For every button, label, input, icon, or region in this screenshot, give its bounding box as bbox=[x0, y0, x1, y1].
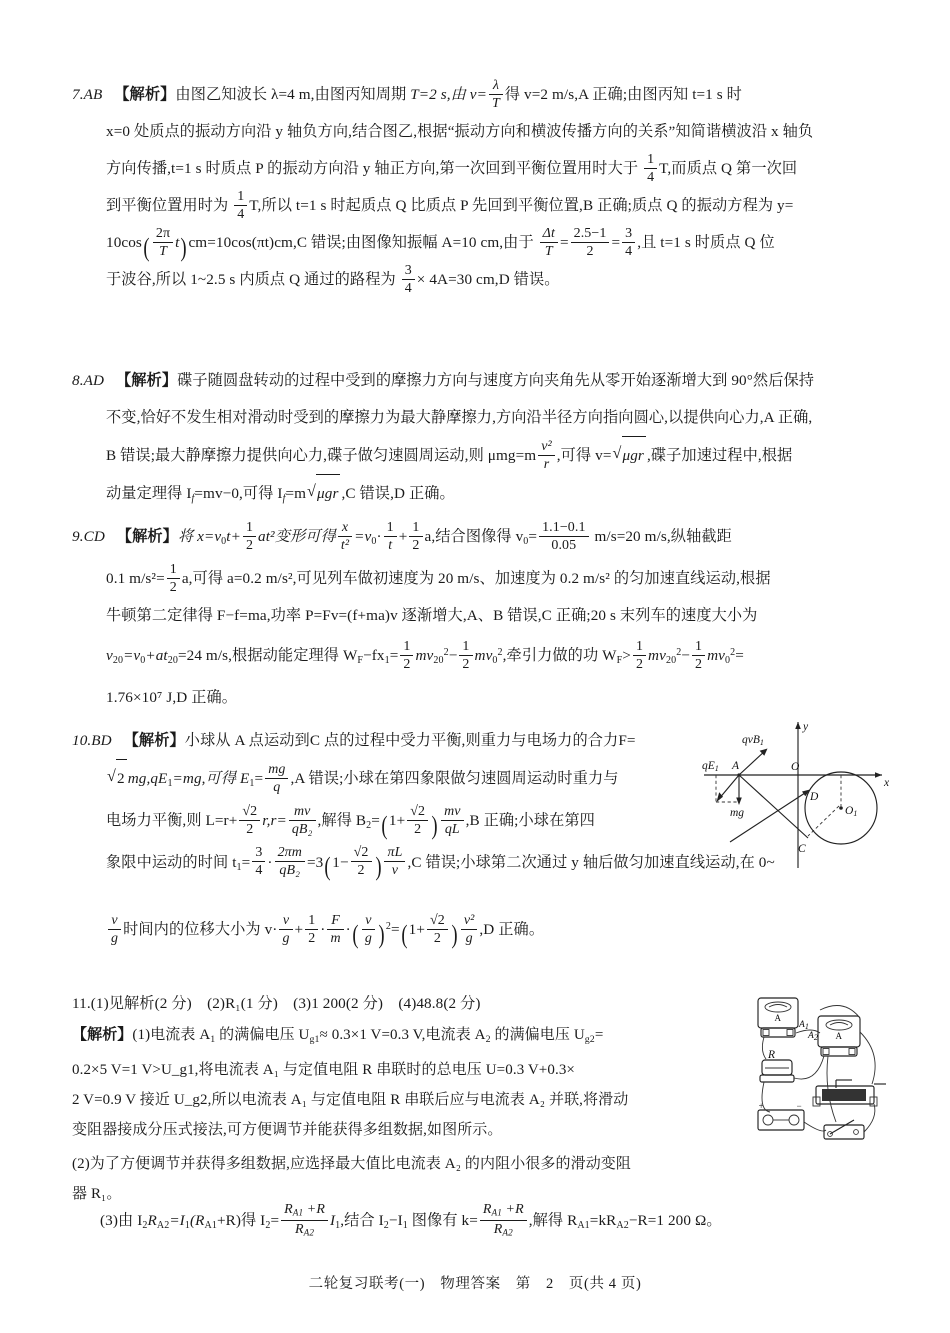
x-axis-arrow bbox=[875, 772, 882, 778]
q8-text-2: 不变,恰好不发生相对滑动时受到的摩擦力为最大静摩擦力,方向沿半径方向指向圆心,以提供向心力,A 正确, bbox=[106, 409, 813, 426]
solution-item-8 bbox=[72, 362, 892, 517]
q7-line-2 bbox=[72, 113, 892, 150]
ammeter-A2-label: $A_2$ bbox=[808, 1031, 818, 1042]
q8-fraction-v2-r: $\frac{\text{v²}}{r}$ bbox=[538, 439, 555, 472]
q11-line-7: (3)由 $I_2R_{A2}=I_1(R_{A1}+R)$得 $I_2=$ $\frac{R_{A1} +R}{R_{A2}}$ $I_1$,结合 $I_2-I_1$ 图像有 k= $\frac{R_{A1} +R}{R_{A2}}$ ,解得 $R_{A1}=kR_{A2}-R=1$ 200 Ω。 bbox=[100, 1202, 722, 1238]
q7-text-6a: 于波谷,所以 1~2.5 s 内质点 Q 通过的路程为 bbox=[106, 271, 400, 288]
q10-text-5b: 时间内的位移大小为 v· bbox=[123, 921, 278, 939]
q10-text-5e: · bbox=[345, 921, 351, 939]
right-paren-icon: ) bbox=[431, 809, 438, 840]
q9-text-4n: mv bbox=[707, 647, 725, 664]
y-axis-label: y bbox=[803, 721, 809, 733]
q11-line-2 bbox=[72, 1055, 762, 1085]
q7-fraction-3-4-a: $\frac{3}{4}$ bbox=[622, 226, 635, 259]
q9-line-4: $v_{20}=v_0+at_{20}=24$ m/s,根据动能定理得 $W_F-fx_1=$ $\frac{1}{2}$ $mv_{20}^2-$ $\frac{1}{2}$ $mv_0^2$,牵引力做的功 $W_F>$ $\frac{1}{2}$ $mv_{20}^2-$ $\frac{1}{2}$ $mv_0^2=$ bbox=[106, 638, 744, 672]
q10-line-4: 象限中运动的时间 $t_1=$ $\frac{3}{4}$ · $\frac{2\pi m}{\text{qB₂}}$ =3(1− $\frac{√2}{2}$ ) $\frac{\pi L}{v}$ ,C 错误;小球第二次通过 y 轴后做匀加速直线运动,在 0~ bbox=[106, 845, 775, 882]
qvB1-vector bbox=[739, 750, 766, 775]
switch bbox=[824, 1120, 864, 1139]
q9-text-1c: at²变形可得 bbox=[258, 528, 336, 545]
q9-line-2 bbox=[72, 560, 897, 597]
q10-field-diagram bbox=[686, 718, 892, 876]
left-paren-icon: ( bbox=[381, 809, 388, 840]
q7-fraction-lambda-T: $\frac{\lambda}{T}$ bbox=[489, 78, 503, 111]
q7-fraction-2pi-T: $\frac{2\pi}{T}$ bbox=[153, 226, 173, 259]
right-paren-icon: ) bbox=[451, 918, 458, 949]
q9-text-5: 1.76×10⁷ J,D 正确。 bbox=[106, 688, 238, 706]
x-axis-label: x bbox=[884, 777, 890, 789]
q7-text-3a: 方向传播,t=1 s 时质点 P 的振动方向沿 y 轴正方向,第一次回到平衡位置用时大于 bbox=[106, 160, 643, 177]
right-paren-icon: ) bbox=[180, 231, 188, 262]
q11-answer-line bbox=[72, 985, 772, 1022]
q10-fraction-mv-qL: $\frac{mv}{qL}$ bbox=[441, 804, 464, 837]
q7-fraction-25-1-2: $\frac{2.5-1}{2}$ bbox=[571, 226, 610, 259]
q10-fraction-v-g-a: $\frac{v}{g}$ bbox=[108, 913, 121, 946]
q9-text-4f: = bbox=[389, 647, 399, 664]
q11-text-1b: 的满偏电压 U bbox=[215, 1027, 310, 1043]
resistor-R bbox=[760, 1060, 794, 1082]
q9-fraction-x-t2: $\frac{x}{\text{t²}}$ bbox=[338, 520, 352, 553]
q9-text-2a: 0.1 m/s²= bbox=[106, 569, 165, 587]
q8-sub-f-1: f bbox=[191, 492, 195, 504]
q10-line-2: √ 2 $mg,qE_1=mg$,可得 $E_1=$ $\frac{mg}{q}$ ,A 错误;小球在第四象限做匀速圆周运动时重力与 bbox=[72, 759, 692, 802]
q11-part3 bbox=[100, 1202, 900, 1244]
q11-text-7j: 图像有 k= bbox=[407, 1212, 478, 1229]
q11-analysis bbox=[72, 1020, 765, 1209]
qE1-arrowhead bbox=[717, 792, 724, 802]
q10-text-2b: =mg,可得 E bbox=[172, 770, 250, 787]
q9-text-4e: −fx bbox=[363, 647, 385, 664]
q10-fraction-3-4: $\frac{3}{4}$ bbox=[252, 845, 265, 878]
q10-fraction-2pim-qB2: $\frac{2\pi m}{\text{qB₂}}$ bbox=[275, 845, 305, 878]
q9-fraction-1-t: $\frac{1}{t}$ bbox=[384, 520, 397, 553]
q11-answers: 11.(1)见解析(2 分) (2)R₁(1 分) (3)1 200(2 分) (4)48.8(2 分) bbox=[72, 995, 481, 1012]
q10-text-3b: r,r= bbox=[262, 811, 287, 829]
q10-text-3e: 1+ bbox=[388, 811, 406, 829]
right-paren-icon: ) bbox=[378, 918, 385, 949]
q9-text-4o: = bbox=[735, 647, 744, 664]
q11-text-7e: +R)得 I bbox=[216, 1212, 266, 1229]
q7-text-5e: = bbox=[611, 234, 621, 251]
q8-text-1: 碟子随圆盘转动的过程中受到的摩擦力方向与速度方向夹角先从零开始逐渐增大到 90°然后保持 bbox=[177, 372, 815, 389]
q10-fraction-piL-v: $\frac{\pi L}{v}$ bbox=[384, 845, 405, 878]
q9-line-5 bbox=[72, 679, 897, 716]
q9-text-4m: − bbox=[681, 647, 690, 664]
q7-text-1a: 由图乙知波长 λ=4 m,由图丙知周期 bbox=[175, 86, 411, 103]
q10-text-3f: ,B 正确;小球在第四 bbox=[465, 811, 595, 829]
q10-line-5 bbox=[72, 908, 897, 948]
q10-fraction-v-g-b: $\frac{v}{g}$ bbox=[279, 913, 292, 946]
left-paren-icon: ( bbox=[352, 918, 359, 949]
q10-sqrt-2: √ 2 bbox=[107, 759, 127, 797]
q10-fraction-v2-g: $\frac{\text{v²}}{g}$ bbox=[461, 913, 478, 946]
left-paren-icon: ( bbox=[401, 918, 408, 949]
q7-fraction-dt-T: $\frac{\Delta t}{T}$ bbox=[540, 226, 558, 259]
q10-text-5h: ,D 正确。 bbox=[479, 921, 545, 939]
wire-battery-to-switch bbox=[804, 1122, 826, 1131]
q10-text-5c: + bbox=[294, 921, 304, 939]
q7-line-1 bbox=[72, 76, 892, 113]
q10-text-4f: ,C 错误;小球第二次通过 y 轴后做匀加速直线运动,在 0~ bbox=[407, 853, 775, 871]
q9-text-2b: a,可得 a=0.2 m/s²,可见列车做初速度为 20 m/s、加速度为 0.2 m/s² 的匀加速直线运动,根据 bbox=[181, 569, 771, 587]
q9-line-1: 9.CD 【解析】将 $x=v_0t+$ $\frac{1}{2}$ at²变形可得 $\frac{x}{\text{t²}}$ $=v_0\cdot$ $\frac{1}{t}$ + $\frac{1}{2}$ a,结合图像得 $v_0=$ $\frac{1.1-0.1}{0.05}$ m/s=20 m/s,纵轴截距 bbox=[72, 519, 732, 553]
q11-text-1d: 的满偏电压 U bbox=[490, 1027, 585, 1043]
q9-text-4c: +at bbox=[145, 647, 168, 664]
wire-R-to-A2 bbox=[794, 1056, 824, 1079]
q9-text-1h: = bbox=[528, 528, 538, 545]
q11-text-3: 2 V=0.9 V 接近 U_g2,所以电流表 A₁ 与定值电阻 R 串联后应与电流表 A₂ 并联,将滑动 bbox=[72, 1091, 629, 1108]
q9-text-3: 牛顿第二定律得 F−f=ma,功率 P=Fv=(f+ma)v 逐渐增大,A、B 错误,C 正确;20 s 末列车的速度大小为 bbox=[106, 606, 758, 624]
point-O-label: O bbox=[791, 761, 800, 773]
q10-text-5d: · bbox=[320, 921, 326, 939]
left-paren-icon: ( bbox=[324, 851, 331, 882]
q10-fraction-sqrt2-2-a: $\frac{√2}{2}$ bbox=[239, 804, 260, 837]
q7-text-5d: = bbox=[559, 234, 569, 251]
q8-text-4b: =mv−0,可得 I bbox=[194, 485, 283, 502]
q11-text-2: 0.2×5 V=1 V>U_g1,将电流表 A₁ 与定值电阻 R 串联时的总电压 U=0.3 V+0.3× bbox=[72, 1061, 575, 1078]
qvB1-label: qvB1 bbox=[742, 734, 764, 747]
q11-text-7m: −R=1 200 Ω。 bbox=[628, 1212, 722, 1229]
ammeter-A1 bbox=[758, 998, 798, 1037]
q11-text-7c: =I bbox=[169, 1212, 185, 1229]
q10-line-3: 电场力平衡,则 L=r+ $\frac{√2}{2}$ r,r= $\frac{mv}{\text{qB₂}}$ ,解得 $B_2=(1+$ $\frac{√2}{2}$ ) $\frac{mv}{qL}$ ,B 正确;小球在第四 bbox=[106, 803, 595, 840]
q7-text-2: x=0 处质点的振动方向沿 y 轴负方向,结合图乙,根据“振动方向和横波传播方向的关系”知简谐横波沿 x 轴负 bbox=[106, 123, 814, 140]
wire-A2-to-rheostat bbox=[860, 1032, 875, 1084]
q8-number: 8.AD bbox=[72, 372, 105, 389]
q7-analysis-tag: 【解析】 bbox=[114, 86, 176, 103]
q9-number: 9.CD bbox=[72, 528, 105, 545]
q10-text-3a: 电场力平衡,则 L=r+ bbox=[106, 811, 238, 829]
q10-text-5f-eq: = bbox=[390, 921, 400, 939]
q9-text-1i: m/s=20 m/s,纵轴截距 bbox=[590, 528, 732, 545]
q7-fraction-quarter-1: $\frac{1}{4}$ bbox=[644, 152, 657, 185]
q10-exp-2: 2 bbox=[385, 921, 391, 932]
q11-text-1a: (1)电流表 A bbox=[132, 1027, 211, 1043]
q9-text-4b: =v bbox=[123, 647, 141, 664]
q9-text-4h: − bbox=[448, 647, 458, 664]
q9-text-4d: =24 m/s,根据动能定理得 W bbox=[177, 647, 358, 664]
q10-fraction-F-m: $\frac{F}{m}$ bbox=[327, 913, 343, 946]
ammeter-A2 bbox=[818, 1016, 860, 1056]
q11-line-5 bbox=[72, 1145, 762, 1179]
q10-analysis-tag: 【解析】 bbox=[123, 732, 185, 749]
q11-text-7a: (3)由 I bbox=[100, 1212, 143, 1229]
q10-fraction-half: $\frac{1}{2}$ bbox=[305, 913, 318, 946]
q11-text-1e: = bbox=[594, 1027, 604, 1043]
q8-sub-f-2: f bbox=[282, 492, 286, 504]
q9-text-4a: v bbox=[106, 647, 113, 664]
q11-text-7g: I bbox=[329, 1212, 336, 1229]
q11-text-7f: = bbox=[270, 1212, 280, 1229]
q8-text-3a: B 错误;最大静摩擦力提供向心力,碟子做匀速圆周运动,则 μmg=m bbox=[106, 447, 537, 464]
q11-line-4 bbox=[72, 1115, 762, 1145]
q8-analysis-tag: 【解析】 bbox=[115, 372, 178, 389]
q7-line-6 bbox=[72, 261, 892, 298]
footer-text: 二轮复习联考(一) 物理答案 第 2 页(共 4 页) bbox=[308, 1276, 642, 1292]
q8-text-4d: ,C 错误,D 正确。 bbox=[341, 485, 455, 502]
q10-text-4e: 1− bbox=[332, 853, 349, 871]
svg-text:A: A bbox=[835, 1031, 842, 1041]
wire-A1-to-R bbox=[762, 1037, 766, 1059]
q8-sqrt-mugr-1: √ μgr bbox=[613, 436, 646, 474]
q7-text-4b: T,所以 t=1 s 时起质点 Q 比质点 P 先回到平衡位置,B 正确;质点 Q 的振动方程为 y= bbox=[249, 197, 794, 214]
q11-text-7b: R bbox=[147, 1212, 157, 1229]
battery-negative-label: − bbox=[796, 1101, 803, 1111]
ammeter-A1-label: $A_1$ bbox=[799, 1020, 809, 1031]
q9-text-4i: mv bbox=[474, 647, 493, 664]
q9-fraction-half-4: $\frac{1}{2}$ bbox=[400, 639, 413, 672]
q10-text-2a: mg,qE bbox=[127, 770, 168, 787]
q9-text-4k: > bbox=[622, 647, 631, 664]
q9-fraction-half-5: $\frac{1}{2}$ bbox=[459, 639, 472, 672]
q10-text-3c: ,解得 B bbox=[317, 811, 367, 829]
q7-text-1c: 得 v=2 m/s,A 正确;由图丙知 t=1 s 时 bbox=[504, 86, 742, 103]
battery bbox=[758, 1101, 804, 1130]
q7-text-5b: t bbox=[175, 234, 180, 251]
q11-text-4: 变阻器接成分压式接法,可方便调节并能获得多组数据,如图所示。 bbox=[72, 1121, 503, 1138]
qE1-label: qE1 bbox=[702, 760, 719, 773]
solution-item-9 bbox=[72, 518, 897, 716]
q9-text-4j: ,牵引力做的功 W bbox=[502, 647, 617, 664]
q10-text-3d: = bbox=[371, 811, 380, 829]
q9-fraction-half-3: $\frac{1}{2}$ bbox=[167, 562, 180, 595]
q9-fraction-half-1: $\frac{1}{2}$ bbox=[243, 520, 256, 553]
svg-text:A: A bbox=[774, 1013, 781, 1023]
q8-text-4a: 动量定理得 I bbox=[106, 485, 192, 502]
q11-fraction-RA1R-RA2-a: $\frac{R_{A1} +R}{R_{A2}}$ bbox=[281, 1202, 328, 1238]
q7-text-5c: cm=10cos(πt)cm,C 错误;由图像知振幅 A=10 cm,由于 bbox=[188, 234, 538, 251]
center-O1-label: O1 bbox=[845, 805, 858, 818]
q11-text-1c: ≈ 0.3×1 V=0.3 V,电流表 A bbox=[319, 1027, 486, 1043]
q8-line-4 bbox=[72, 474, 892, 517]
q7-line-4 bbox=[72, 187, 892, 224]
q9-fraction-half-6: $\frac{1}{2}$ bbox=[633, 639, 646, 672]
q10-text-4b: = bbox=[241, 853, 251, 871]
q11-text-6: 器 R₁。 bbox=[72, 1185, 122, 1202]
q7-text-1b: T=2 s,由 v= bbox=[410, 86, 487, 103]
q7-fraction-3-4-b: $\frac{3}{4}$ bbox=[402, 263, 415, 296]
q9-text-1d: =v bbox=[354, 528, 372, 545]
right-paren-icon: ) bbox=[374, 851, 382, 882]
wire-switch-to-rheostat bbox=[864, 1104, 875, 1132]
q9-line-3 bbox=[72, 597, 897, 634]
mg-arrowhead bbox=[736, 798, 742, 806]
q9-text-1e: · bbox=[376, 528, 382, 545]
q7-text-5a: 10cos bbox=[106, 234, 142, 251]
q10-line-1 bbox=[72, 722, 692, 759]
q9-fraction-half-7: $\frac{1}{2}$ bbox=[692, 639, 705, 672]
q11-text-7h: ,结合 I bbox=[340, 1212, 384, 1229]
q9-text-4g: mv bbox=[415, 647, 434, 664]
q11-analysis-tag: 【解析】 bbox=[72, 1027, 133, 1043]
q11-line-1: 【解析】(1)电流表 $A_1$ 的满偏电压 $U_{g1}\approx 0.3\times 1$ V=0.3 V,电流表 $A_2$ 的满偏电压 $U_{g2}=$ bbox=[72, 1027, 604, 1045]
solution-item-10-line5 bbox=[72, 908, 897, 948]
q10-text-4c: · bbox=[267, 853, 273, 871]
q7-fraction-quarter-2: $\frac{1}{4}$ bbox=[234, 189, 247, 222]
rheostat bbox=[813, 1080, 886, 1106]
q8-sqrt-mugr-2: √ μgr bbox=[307, 474, 340, 512]
q10-fraction-mv-qB2: $\frac{mv}{\text{qB₂}}$ bbox=[289, 804, 316, 837]
q8-text-3b: ,可得 v= bbox=[556, 447, 612, 464]
q7-text-6b: × 4A=30 cm,D 错误。 bbox=[416, 271, 560, 288]
q7-line-5 bbox=[72, 224, 892, 261]
O1-C-dash bbox=[808, 806, 839, 836]
center-O1-point bbox=[839, 806, 843, 810]
q9-text-1b: t+ bbox=[226, 528, 241, 545]
q11-text-7i: −I bbox=[388, 1212, 403, 1229]
q7-text-4a: 到平衡位置用时为 bbox=[106, 197, 233, 214]
q8-line-2 bbox=[72, 399, 892, 436]
q9-text-1a: 将 x=v bbox=[177, 528, 222, 545]
q11-fraction-RA1R-RA2-b: $\frac{R_{A1} +R}{R_{A2}}$ bbox=[480, 1202, 527, 1238]
q9-text-1g: a,结合图像得 v bbox=[424, 528, 524, 545]
page-footer bbox=[0, 1272, 950, 1293]
q11-circuit-diagram bbox=[756, 992, 896, 1144]
q10-fraction-sqrt2-2-c: $\frac{√2}{2}$ bbox=[351, 845, 372, 878]
q8-line-1 bbox=[72, 362, 892, 399]
point-D-label: D bbox=[810, 791, 819, 803]
field-diagram-svg bbox=[686, 718, 892, 876]
q10-text-4a: 象限中运动的时间 t bbox=[106, 853, 237, 871]
left-paren-icon: ( bbox=[143, 231, 150, 262]
q11-line-3 bbox=[72, 1085, 765, 1115]
q7-line-3 bbox=[72, 150, 892, 187]
q7-text-5f: ,且 t=1 s 时质点 Q 位 bbox=[637, 234, 775, 251]
q8-text-3c: ,碟子加速过程中,根据 bbox=[646, 447, 793, 464]
q9-text-1f: + bbox=[398, 528, 408, 545]
q9-analysis-tag: 【解析】 bbox=[116, 528, 178, 545]
q11-text-7l: =kR bbox=[589, 1212, 617, 1229]
circuit-diagram-svg bbox=[756, 992, 896, 1144]
mg-label: mg bbox=[730, 807, 745, 819]
q10-text-1a: 小球从 A 点运动到C 点的过程中受力平衡,则重力与电场力的合力F= bbox=[184, 732, 636, 749]
q7-number: 7.AB bbox=[72, 86, 103, 103]
q10-fraction-mg-q: $\frac{mg}{q}$ bbox=[265, 762, 288, 795]
q8-line-3 bbox=[72, 436, 892, 474]
q11-text-7d: (R bbox=[189, 1212, 205, 1229]
y-axis-arrow bbox=[795, 722, 801, 729]
battery-positive-label: + bbox=[758, 1101, 765, 1111]
q10-text-4d: =3 bbox=[306, 853, 324, 871]
resistor-R-label: R bbox=[768, 1049, 776, 1061]
point-C-label: C bbox=[798, 843, 806, 855]
q11-text-7k: ,解得 R bbox=[528, 1212, 578, 1229]
solution-item-7 bbox=[72, 76, 892, 298]
q9-fraction-v0-calc: $\frac{1.1-0.1}{0.05}$ bbox=[539, 520, 589, 553]
q10-fraction-sqrt2-2-b: $\frac{√2}{2}$ bbox=[407, 804, 428, 837]
q7-text-3b: T,而质点 Q 第一次回 bbox=[659, 160, 798, 177]
q10-fraction-v-g-c: $\frac{v}{g}$ bbox=[362, 913, 375, 946]
q9-fraction-half-2: $\frac{1}{2}$ bbox=[409, 520, 422, 553]
q10-number: 10.BD bbox=[72, 732, 112, 749]
q10-fraction-sqrt2-2-d: $\frac{√2}{2}$ bbox=[427, 913, 448, 946]
point-A-label: A bbox=[732, 760, 740, 772]
q10-text-2c: = bbox=[254, 770, 264, 787]
q11-text-5: (2)为了方便调节并获得多组数据,应选择最大值比电流表 A₂ 的内阻小很多的滑动变阻 bbox=[72, 1155, 632, 1172]
q10-text-2d: ,A 错误;小球在第四象限做匀速圆周运动时重力与 bbox=[290, 770, 619, 787]
q9-text-4l: mv bbox=[648, 647, 666, 664]
solution-item-11 bbox=[72, 985, 772, 1022]
q8-text-4c: =m bbox=[285, 485, 307, 502]
q10-text-5g: 1+ bbox=[408, 921, 425, 939]
